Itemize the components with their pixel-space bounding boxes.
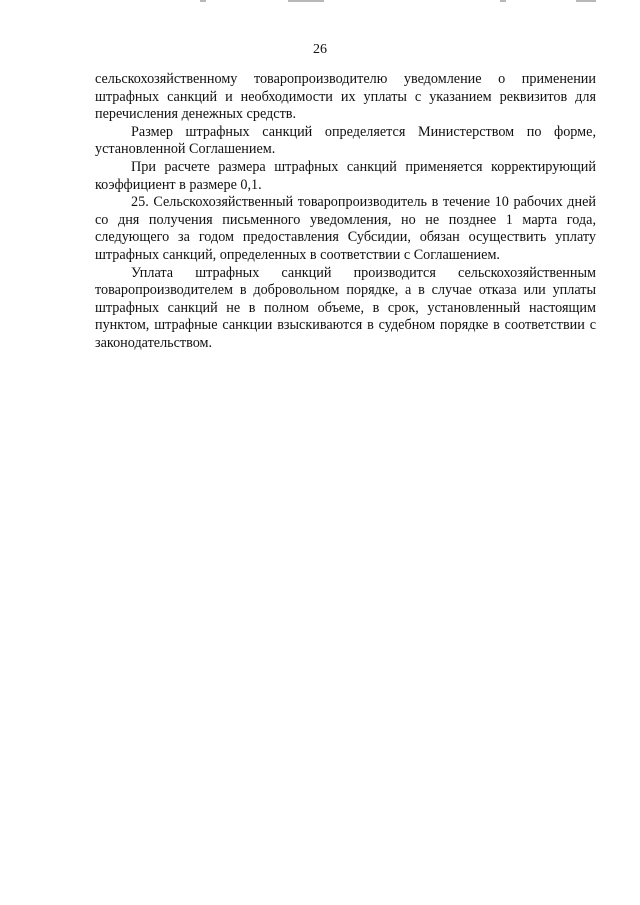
document-body — [95, 71, 596, 353]
scan-artifact-marks — [200, 0, 600, 4]
paragraph-correction-coefficient: При расчете размера штрафных санкций применяется корректирующий коэффициент в размере 0,1. — [95, 158, 596, 193]
paragraph-penalty-payment: Уплата штрафных санкций производится сельскохозяйственным товаропроизводителем в добровольном порядке, а в случае отказа или уплаты штрафных санкций не в полном объеме, в срок, установленный настоящим пунктом, штрафные санкции взыскиваются в судебном порядке в соответствии с законодательством. — [95, 264, 596, 351]
paragraph-item-25: 25. Сельскохозяйственный товаропроизводитель в течение 10 рабочих дней со дня получения письменного уведомления, но не позднее 1 марта года, следующего за годом предоставления Субсидии, обязан осуществить уплату штрафных санкций, определенных в соответствии с Соглашением. — [95, 194, 596, 263]
paragraph-penalty-size: Размер штрафных санкций определяется Министерством по форме, установленной Соглашением. — [95, 123, 596, 158]
page-number: 26 — [313, 42, 327, 57]
paragraph-continuation: сельскохозяйственному товаропроизводителю уведомление о применении штрафных санкций и необходимости их уплаты с указанием реквизитов для перечисления денежных средств. — [95, 71, 596, 123]
